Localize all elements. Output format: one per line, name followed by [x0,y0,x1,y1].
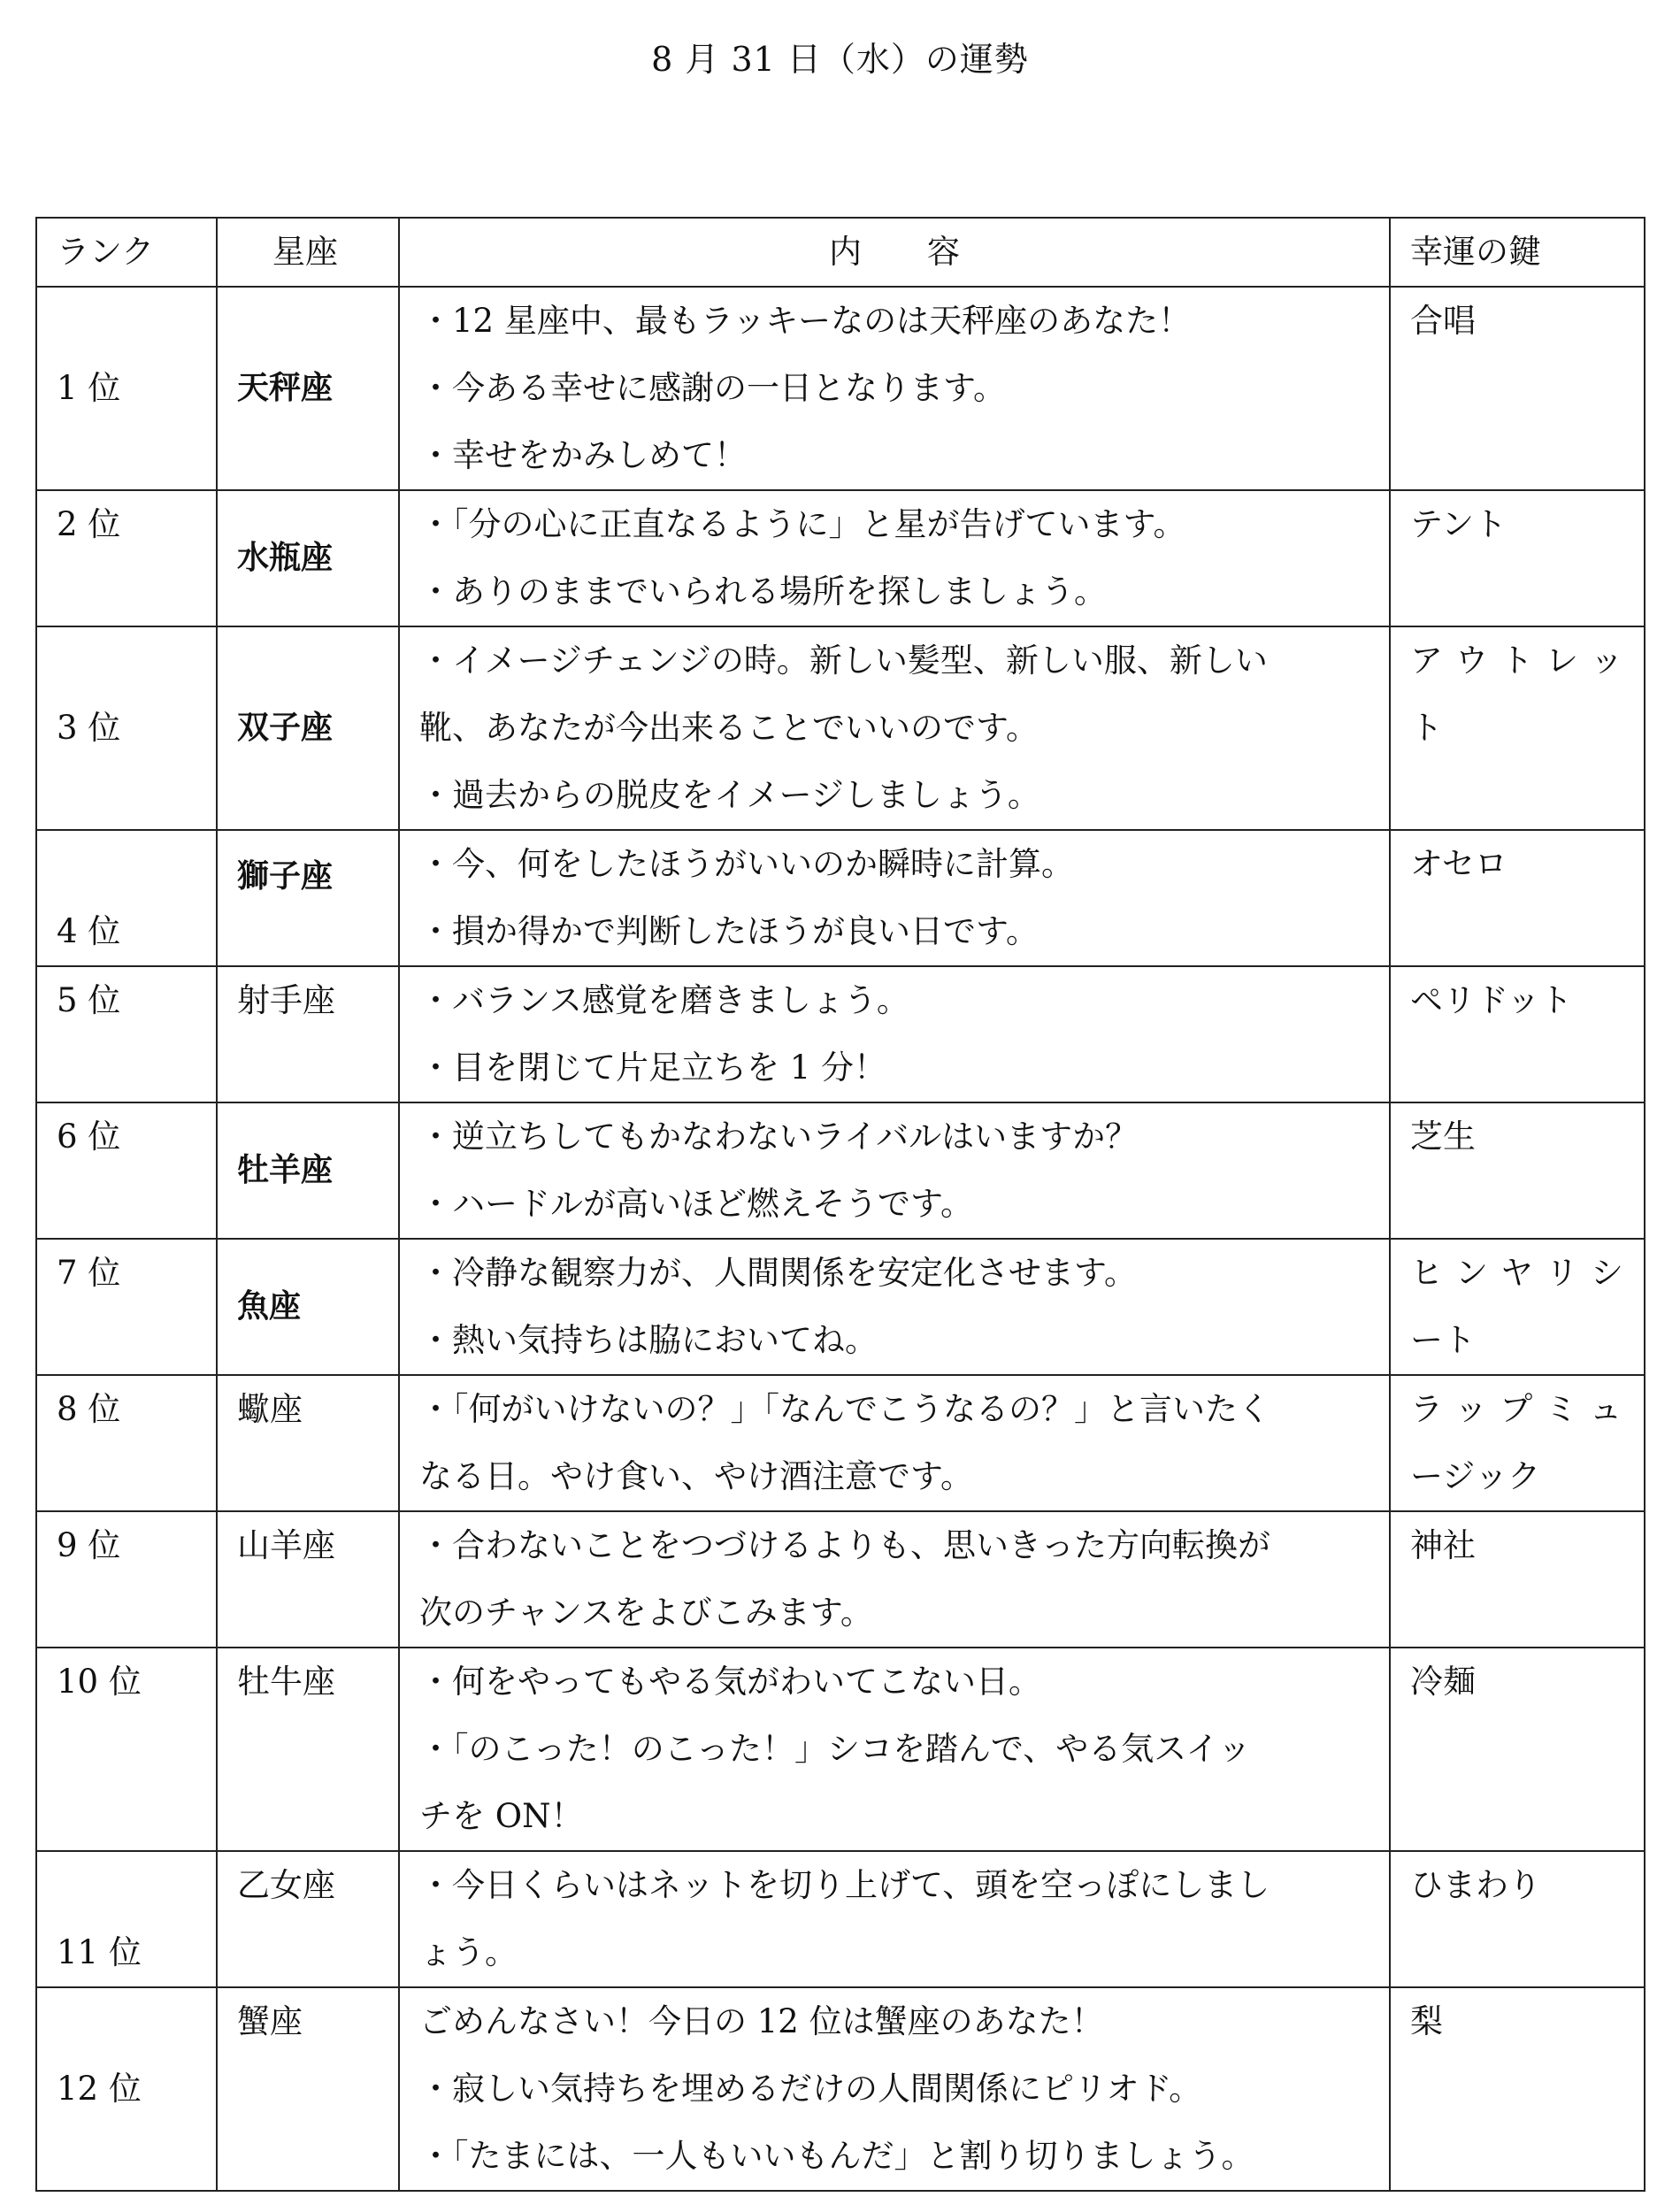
table-row [36,1375,1645,1511]
rank-text: 5 位 [57,981,121,1019]
content-line: ょう。 [419,1933,518,1971]
content-line: ごめんなさい！今日の 12 位は蟹座のあなた！ [419,2002,1104,2040]
lucky-key-cell [1390,1239,1645,1375]
content-line: ・目を閉じて片足立ちを 1 分！ [419,1049,887,1087]
lucky-key-cell [1390,1851,1645,1987]
content-line: ・熱い気持ちは脇においてね。 [419,1321,878,1359]
content-cell [399,1648,1390,1851]
sign-cell [217,626,399,830]
sign-text: 水瓶座 [237,540,334,576]
content-line: ・「分の心に正直なるように」と星が告げています。 [419,505,1186,543]
rank-text: 12 位 [57,2070,142,2108]
lucky-key-cell [1390,1987,1645,2191]
header-content: 内 容 [399,218,1390,287]
sign-text: 山羊座 [237,1526,335,1564]
header-lucky-key: 幸運の鍵 [1390,218,1645,287]
lucky-key-cell [1390,1375,1645,1511]
sign-cell [217,1987,399,2191]
lucky-key-cell [1390,1102,1645,1239]
table-row [36,490,1645,626]
sign-cell [217,830,399,966]
lucky-key-cell [1390,1648,1645,1851]
content-line: ・合わないことをつづけるよりも、思いきった方向転換が [419,1526,1270,1564]
rank-cell [36,1511,217,1648]
content-line: ・「のこった！のこった！」シコを踏んで、やる気スイッ [419,1730,1251,1768]
rank-cell [36,966,217,1102]
sign-text: 蠍座 [237,1390,303,1428]
content-line: ・今ある幸せに感謝の一日となります。 [419,369,1007,407]
rank-cell [36,1987,217,2191]
content-cell [399,830,1390,966]
lucky-key-text: 芝生 [1410,1118,1476,1156]
content-line: 次のチャンスをよびこみます。 [419,1594,873,1632]
sign-cell [217,287,399,490]
content-line: ・12 星座中、最もラッキーなのは天秤座のあなた！ [419,302,1192,340]
lucky-key-text: ート [1410,1321,1476,1359]
sign-cell [217,1239,399,1375]
content-line: ・バランス感覚を磨きましょう。 [419,981,909,1019]
content-cell [399,287,1390,490]
lucky-key-text: 冷麺 [1410,1663,1476,1701]
sign-cell [217,490,399,626]
content-cell [399,1987,1390,2191]
table-row [36,966,1645,1102]
table-row [36,1987,1645,2191]
content-line: なる日。やけ食い、やけ酒注意です。 [419,1457,974,1495]
table-row [36,830,1645,966]
rank-text: 9 位 [57,1526,121,1564]
lucky-key-text: ージック [1410,1457,1541,1495]
rank-cell [36,287,217,490]
rank-cell [36,1102,217,1239]
lucky-key-text: オセロ [1410,845,1507,883]
rank-cell [36,490,217,626]
content-cell [399,1851,1390,1987]
content-line: ・過去からの脱皮をイメージしましょう。 [419,776,1040,814]
page-title: 8 月 31 日（水）の運勢 [651,40,1029,79]
sign-cell [217,1102,399,1239]
content-line: ・冷静な観察力が、人間関係を安定化させます。 [419,1254,1138,1292]
rank-text: 3 位 [57,709,121,747]
content-line: ・何をやってもやる気がわいてこない日。 [419,1663,1041,1701]
rank-cell [36,1375,217,1511]
lucky-key-text: ペリドット [1410,981,1573,1019]
table-row [36,1648,1645,1851]
rank-text: 2 位 [57,505,121,543]
lucky-key-text: 合唱 [1410,302,1476,340]
lucky-key-text: 梨 [1410,2002,1443,2040]
content-cell [399,490,1390,626]
rank-cell [36,1239,217,1375]
content-line: ・損か得かで判断したほうが良い日です。 [419,912,1039,950]
table-row [36,1511,1645,1648]
content-cell [399,626,1390,830]
content-line: ・「何がいけないの？」「なんでこうなるの？」と言いたく [419,1390,1270,1428]
lucky-key-text: ト [1410,709,1443,747]
rank-text: 11 位 [57,1933,142,1971]
lucky-key-cell [1390,966,1645,1102]
content-line: ・イメージチェンジの時。新しい髪型、新しい服、新しい [419,641,1268,680]
rank-cell [36,626,217,830]
lucky-key-cell [1390,626,1645,830]
lucky-key-text: アウトレッ [1410,641,1636,680]
content-line: ・「たまには、一人もいいもんだ」と割り切りましょう。 [419,2137,1254,2175]
table-row [36,287,1645,490]
sign-text: 牡牛座 [237,1663,335,1701]
table-row [36,626,1645,830]
rank-text: 8 位 [57,1390,121,1428]
lucky-key-text: 神社 [1410,1526,1476,1564]
rank-text: 7 位 [57,1254,121,1292]
lucky-key-text: テント [1410,505,1507,543]
content-line: ・今、何をしたほうがいいのか瞬時に計算。 [419,845,1074,883]
content-line: ・ありのままでいられる場所を探しましょう。 [419,572,1107,611]
lucky-key-cell [1390,830,1645,966]
header-rank: ランク [36,218,217,287]
rank-text: 10 位 [57,1663,142,1701]
sign-text: 天秤座 [237,370,334,406]
sign-cell [217,1851,399,1987]
content-cell [399,1375,1390,1511]
header-row [36,218,1645,287]
content-line: ・ハードルが高いほど燃えそうです。 [419,1185,974,1223]
rank-cell [36,1648,217,1851]
content-line: ・逆立ちしてもかなわないライバルはいますか？ [419,1118,1139,1156]
rank-text: 4 位 [57,912,121,950]
content-line: ・寂しい気持ちを埋めるだけの人間関係にピリオド。 [419,2070,1202,2108]
lucky-key-text: ひまわり [1410,1866,1541,1904]
content-cell [399,966,1390,1102]
content-line: ・幸せをかみしめて！ [419,436,747,474]
content-line: チを ON！ [419,1797,584,1835]
sign-cell [217,966,399,1102]
lucky-key-cell [1390,1511,1645,1648]
sign-text: 獅子座 [237,858,334,895]
lucky-key-text: ラップミュ [1410,1390,1635,1428]
lucky-key-cell [1390,287,1645,490]
sign-text: 牡羊座 [237,1152,334,1188]
sign-text: 乙女座 [237,1866,335,1904]
rank-cell [36,1851,217,1987]
lucky-key-text: ヒンヤリシ [1410,1254,1636,1292]
rank-text: 1 位 [57,369,121,407]
sign-cell [217,1375,399,1511]
sign-cell [217,1511,399,1648]
rank-cell [36,830,217,966]
content-cell [399,1511,1390,1648]
content-line: ・今日くらいはネットを切り上げて、頭を空っぽにしまし [419,1866,1270,1904]
content-cell [399,1239,1390,1375]
sign-text: 双子座 [237,710,334,746]
sign-text: 蟹座 [237,2002,303,2040]
sign-cell [217,1648,399,1851]
header-sign: 星座 [217,218,399,287]
sign-text: 魚座 [237,1288,302,1325]
sign-text: 射手座 [237,981,335,1019]
fortune-table [35,217,1645,2192]
table-row [36,1851,1645,1987]
rank-text: 6 位 [57,1118,121,1156]
lucky-key-cell [1390,490,1645,626]
table-row [36,1102,1645,1239]
content-line: 靴、あなたが今出来ることでいいのです。 [419,709,1039,747]
content-cell [399,1102,1390,1239]
table-row [36,1239,1645,1375]
